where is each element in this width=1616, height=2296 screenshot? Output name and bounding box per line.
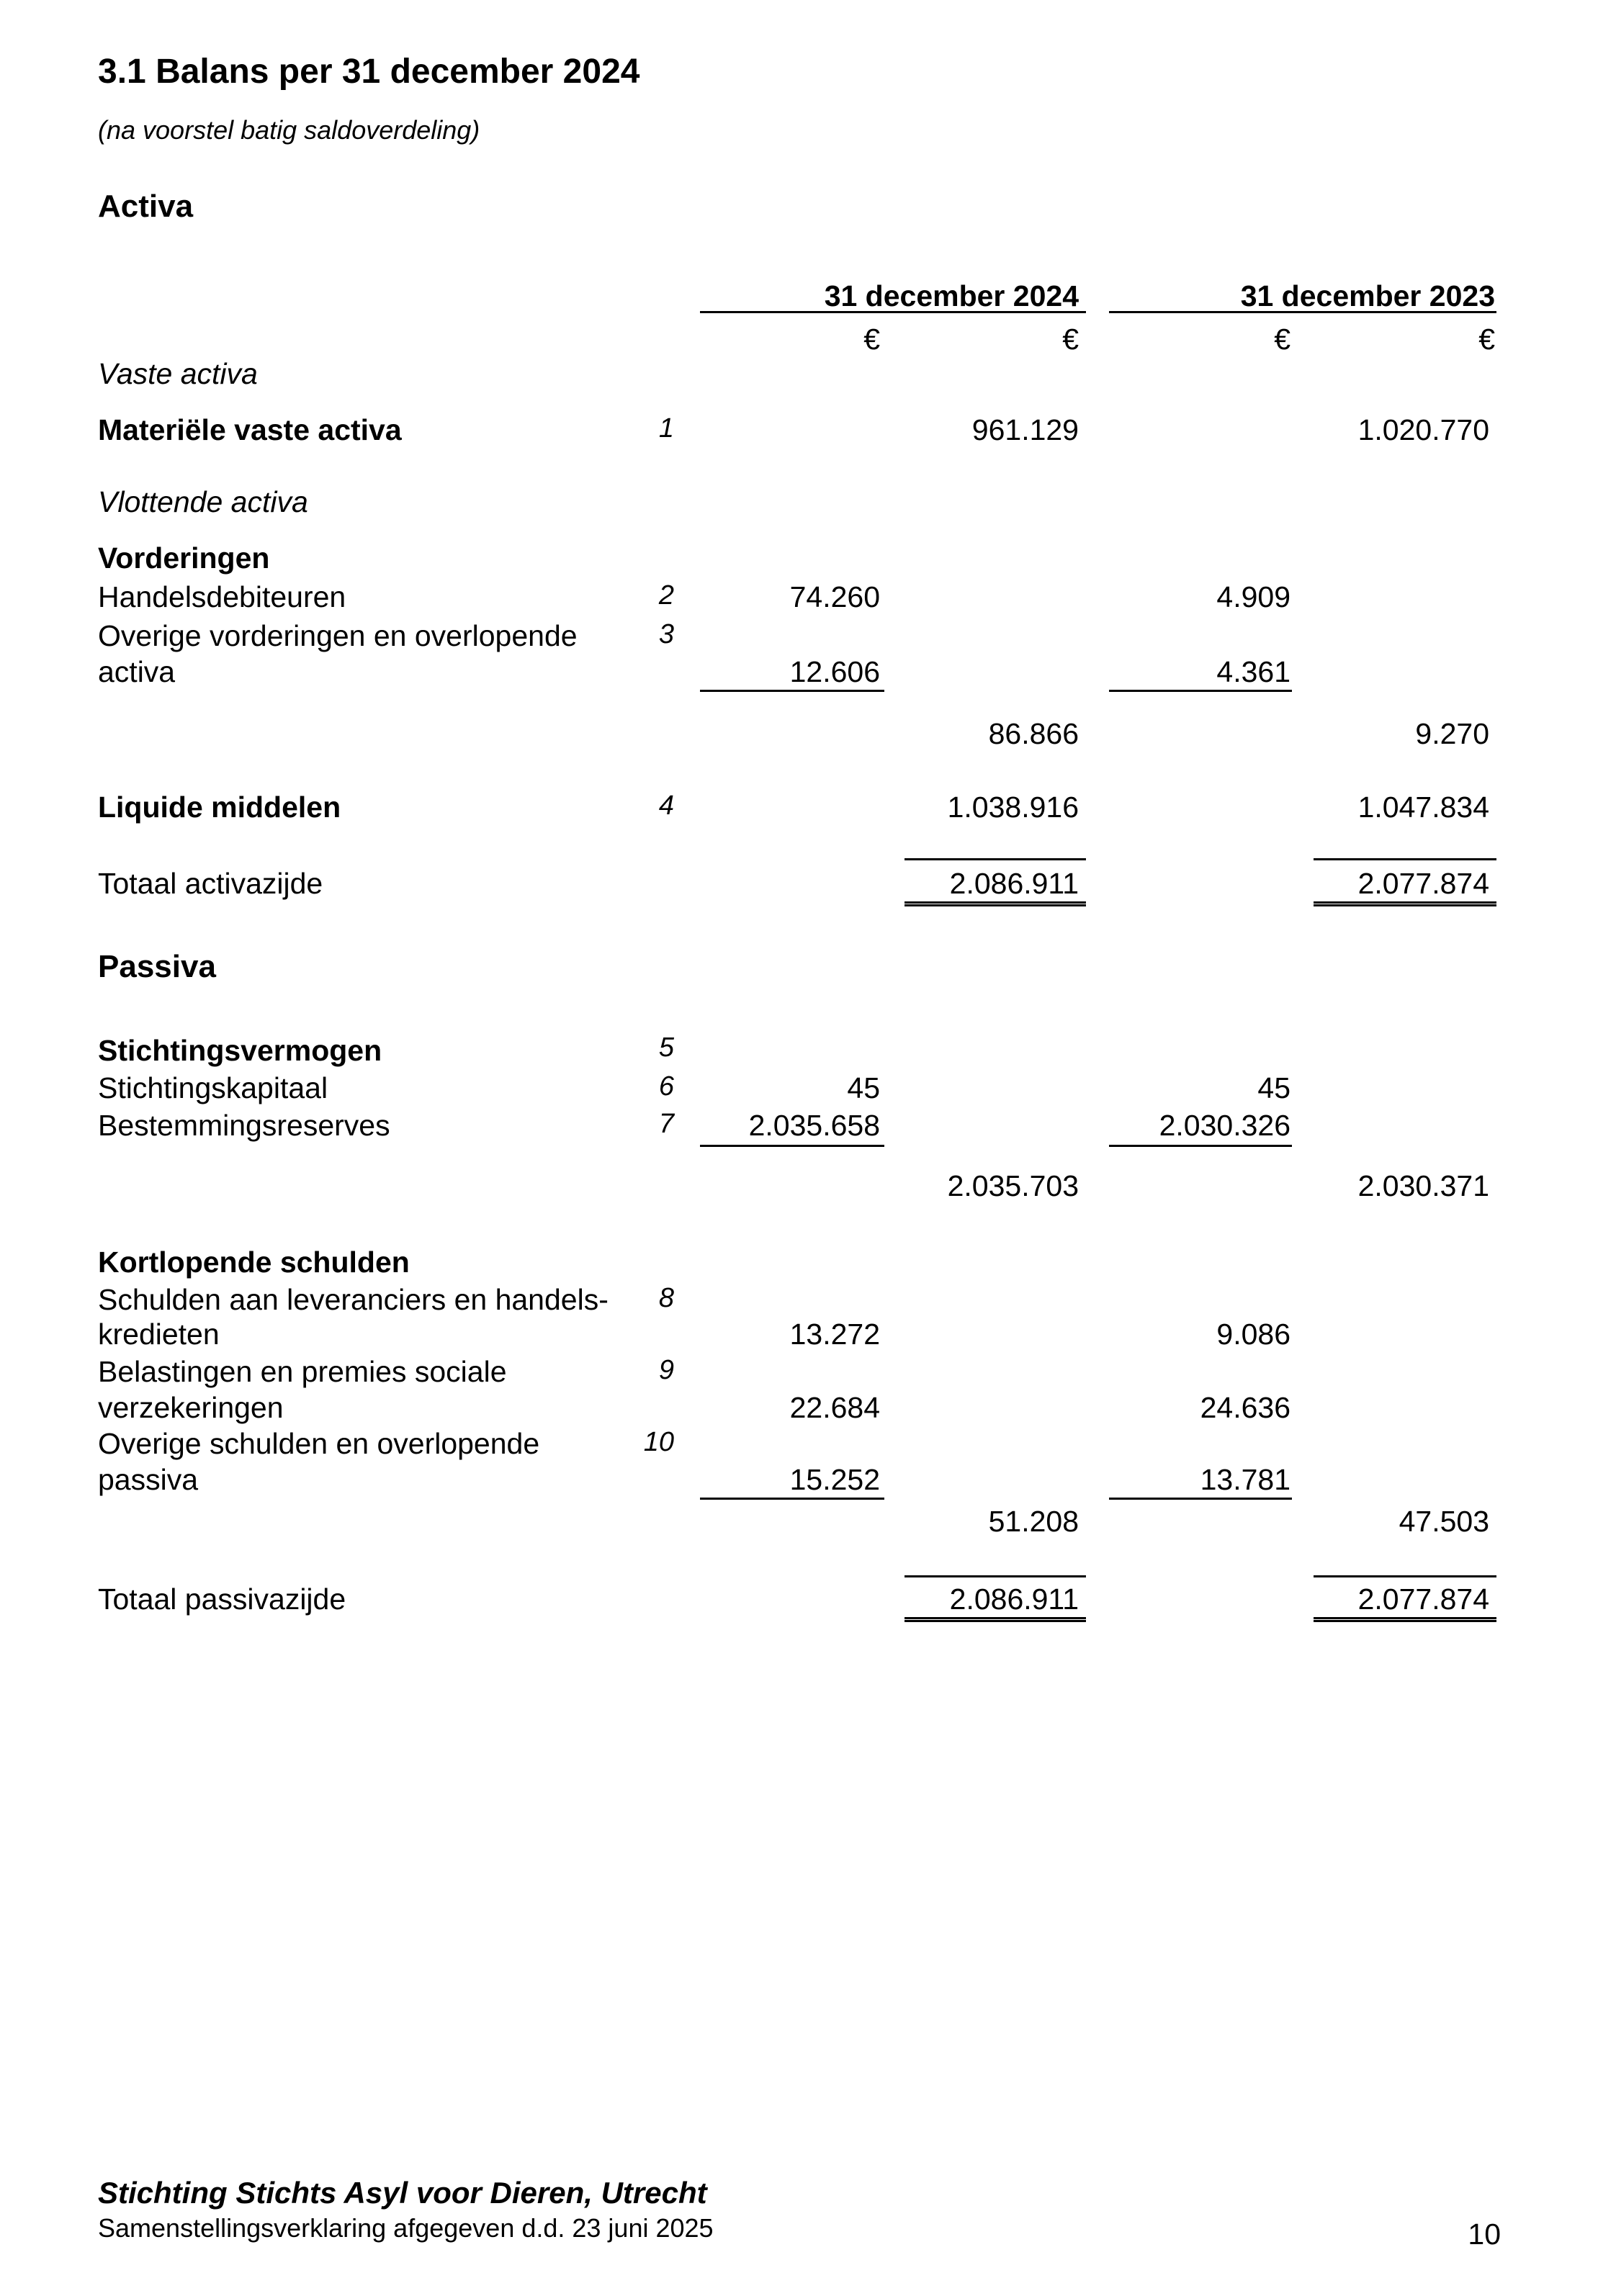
- vorderingen-total-2024: 86.866: [988, 717, 1079, 750]
- totaal-passivazijde-label: Totaal passivazijde: [98, 1583, 346, 1616]
- liquide-middelen-label: Liquide middelen: [98, 791, 341, 824]
- column-header-2023-underline: [1109, 311, 1496, 313]
- vorderingen-label: Vorderingen: [98, 541, 270, 575]
- materiele-2023-value: 1.020.770: [1357, 413, 1489, 446]
- overige-vorderingen-2024-value: 12.606: [789, 655, 880, 688]
- note-ref: 10: [643, 1427, 674, 1457]
- belastingen-2024-value: 22.684: [789, 1391, 880, 1424]
- stichtingskapitaal-2023-value: 45: [1257, 1071, 1290, 1104]
- kortlopende-schulden-label: Kortlopende schulden: [98, 1246, 410, 1279]
- handelsdebiteuren-label: Handelsdebiteuren: [98, 580, 346, 613]
- column-header-2023: 31 december 2023: [1240, 279, 1495, 312]
- double-underline: [1314, 901, 1496, 906]
- totaal-passivazijde-2024: 2.086.911: [949, 1583, 1079, 1616]
- column-header-2024-underline: [700, 311, 1086, 313]
- belastingen-label: Belastingen en premies sociale: [98, 1355, 507, 1388]
- belastingen-2023-value: 24.636: [1200, 1391, 1290, 1424]
- currency-symbol: €: [1062, 323, 1079, 356]
- total-line: [904, 858, 1086, 860]
- note-ref: 2: [658, 580, 674, 611]
- totaal-activazijde-2024: 2.086.911: [949, 867, 1079, 900]
- belastingen-label-cont: verzekeringen: [98, 1391, 284, 1424]
- total-line: [1314, 1575, 1496, 1577]
- currency-symbol: €: [1274, 323, 1290, 356]
- total-line: [1314, 858, 1496, 860]
- bestemmingsreserves-2023-value: 2.030.326: [1159, 1109, 1290, 1142]
- materiele-vaste-activa-label: Materiële vaste activa: [98, 413, 402, 446]
- note-ref: 9: [658, 1355, 674, 1385]
- note-ref: 8: [658, 1283, 674, 1313]
- overige-schulden-label: Overige schulden en overlopende: [98, 1427, 540, 1460]
- page-subtitle: (na voorstel batig saldoverdeling): [98, 115, 480, 145]
- stichtingsvermogen-total-2023: 2.030.371: [1357, 1169, 1489, 1202]
- leveranciers-label-cont: kredieten: [98, 1318, 220, 1351]
- double-underline: [904, 1617, 1086, 1622]
- totaal-activazijde-2023: 2.077.874: [1357, 867, 1489, 900]
- note-ref: 5: [658, 1032, 674, 1063]
- column-header-2024: 31 december 2024: [824, 279, 1079, 312]
- vaste-activa-label: Vaste activa: [98, 357, 258, 390]
- stichtingskapitaal-2024-value: 45: [847, 1071, 880, 1104]
- stichtingsvermogen-total-2024: 2.035.703: [947, 1169, 1079, 1202]
- footer-organization: Stichting Stichts Asyl voor Dieren, Utrecht: [98, 2176, 707, 2210]
- stichtingskapitaal-label: Stichtingskapitaal: [98, 1071, 328, 1104]
- overige-schulden-2024-value: 15.252: [789, 1463, 880, 1496]
- overige-schulden-label-cont: passiva: [98, 1463, 199, 1496]
- stichtingsvermogen-label: Stichtingsvermogen: [98, 1034, 382, 1067]
- liquide-middelen-2024-value: 1.038.916: [947, 791, 1079, 824]
- note-ref: 7: [658, 1109, 674, 1139]
- handelsdebiteuren-2023-value: 4.909: [1216, 580, 1290, 613]
- liquide-middelen-2023-value: 1.047.834: [1357, 791, 1489, 824]
- note-ref: 4: [658, 791, 674, 821]
- materiele-2024-value: 961.129: [971, 413, 1079, 446]
- page-number: 10: [1468, 2218, 1501, 2251]
- currency-symbol: €: [1478, 323, 1495, 356]
- overige-vorderingen-2023-value: 4.361: [1216, 655, 1290, 688]
- kortlopende-total-2024: 51.208: [988, 1505, 1079, 1538]
- kortlopende-total-2023: 47.503: [1399, 1505, 1489, 1538]
- footer-statement: Samenstellingsverklaring afgegeven d.d. 23 juni 2025: [98, 2213, 714, 2243]
- subtotal-line: [1109, 1498, 1292, 1500]
- page-title: 3.1 Balans per 31 december 2024: [98, 53, 640, 91]
- subtotal-line: [700, 1498, 884, 1500]
- double-underline: [904, 901, 1086, 906]
- overige-vorderingen-label: Overige vorderingen en overlopende: [98, 619, 578, 652]
- leveranciers-2024-value: 13.272: [789, 1318, 880, 1351]
- vlottende-activa-label: Vlottende activa: [98, 485, 308, 518]
- subtotal-line: [1109, 690, 1292, 692]
- total-line: [904, 1575, 1086, 1577]
- subtotal-line: [700, 690, 884, 692]
- currency-symbol: €: [863, 323, 880, 356]
- totaal-activazijde-label: Totaal activazijde: [98, 867, 323, 900]
- totaal-passivazijde-2023: 2.077.874: [1357, 1583, 1489, 1616]
- subtotal-line: [700, 1145, 884, 1147]
- note-ref: 3: [658, 619, 674, 649]
- leveranciers-label: Schulden aan leveranciers en handels-: [98, 1283, 609, 1316]
- overige-schulden-2023-value: 13.781: [1200, 1463, 1290, 1496]
- subtotal-line: [1109, 1145, 1292, 1147]
- overige-vorderingen-label-cont: activa: [98, 655, 176, 688]
- bestemmingsreserves-2024-value: 2.035.658: [748, 1109, 880, 1142]
- passiva-heading: Passiva: [98, 949, 216, 984]
- double-underline: [1314, 1617, 1496, 1622]
- bestemmingsreserves-label: Bestemmingsreserves: [98, 1109, 390, 1142]
- note-ref: 6: [658, 1071, 674, 1102]
- handelsdebiteuren-2024-value: 74.260: [789, 580, 880, 613]
- vorderingen-total-2023: 9.270: [1415, 717, 1489, 750]
- note-ref: 1: [658, 413, 674, 444]
- leveranciers-2023-value: 9.086: [1216, 1318, 1290, 1351]
- activa-heading: Activa: [98, 189, 194, 224]
